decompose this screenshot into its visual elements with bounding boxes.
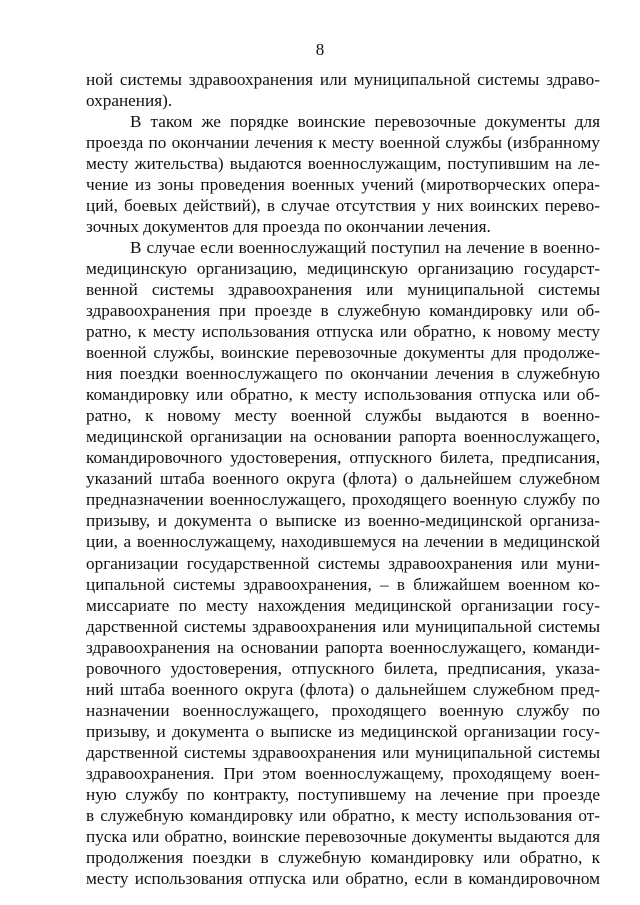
text-line: ций, боевых действий), в случае отсутствия у них воинских перево- [86, 196, 600, 216]
text-line: месту жительства) выдаются военнослужащим, поступившим на ле- [86, 154, 600, 174]
text-line: ратно, к новому месту военной службы выдаются в военно- [86, 406, 600, 426]
text-line: командировку или обратно, к месту использования отпуска или об- [86, 385, 600, 405]
text-line: ции, а военнослужащему, находившемуся на лечении в медицинской [86, 532, 600, 552]
text-line: здравоохранения. При этом военнослужащему, проходящему воен- [86, 763, 600, 783]
text-line: ной системы здравоохранения или муниципальной системы здраво- [86, 70, 600, 89]
text-line: ципальной системы здравоохранения, – в ближайшем военном ко- [86, 574, 600, 594]
text-line: зочных документов для проезда по окончании лечения. [86, 217, 491, 237]
text-line: медицинской организации на основании рапорта военнослужащего, [86, 427, 600, 447]
text-line: продолжения поездки в служебную командировку или обратно, к [86, 847, 600, 867]
text-line: здравоохранения при проезде в служебную командировку или об- [86, 301, 600, 321]
text-line: дарственной системы здравоохранения или муниципальной системы [86, 616, 600, 636]
text-line: призыву, и документа о выписке из медицинской организации госу- [86, 721, 600, 741]
page-number: 8 [315, 40, 325, 59]
text-line: ния поездки военнослужащего по окончании лечения в служебную [86, 364, 600, 384]
text-line: пуска или обратно, воинские перевозочные документы выдаются для [86, 826, 600, 846]
text-line: предназначении военнослужащего, проходящего военную службу по [86, 490, 600, 510]
text-line: миссариате по месту нахождения медицинской организации госу- [86, 595, 600, 615]
text-line: дарственной системы здравоохранения или муниципальной системы [86, 742, 600, 762]
text-line: призыву, и документа о выписке из военно-медицинской организа- [86, 511, 600, 531]
text-line: ную службу по контракту, поступившему на лечение при проезде [86, 784, 600, 804]
text-line: ний штаба военного округа (флота) о дальнейшем служебном пред- [86, 679, 600, 699]
text-line: венной системы здравоохранения или муниципальной системы [86, 280, 600, 300]
text-line: в служебную командировку или обратно, к месту использования от- [86, 805, 600, 825]
text-line: медицинскую организацию, медицинскую организацию государст- [86, 259, 600, 279]
text-line: военной службы, воинские перевозочные документы для продолже- [86, 343, 600, 363]
text-line: проезда по окончании лечения к месту военной службы (избранному [86, 133, 600, 153]
text-line: ратно, к месту использования отпуска или обратно, к новому месту [86, 322, 600, 342]
text-line: чение из зоны проведения военных учений (миротворческих опера- [86, 175, 600, 195]
text-line: здравоохранения на основании рапорта военнослужащего, команди- [86, 637, 600, 657]
text-line: В таком же порядке воинские перевозочные документы для [130, 112, 600, 131]
text-line: назначении военнослужащего, проходящего военную службу по [86, 700, 600, 720]
text-line: командировочного удостоверения, отпускного билета, предписания, [86, 448, 600, 468]
text-line: месту использования отпуска или обратно, если в командировочном [86, 868, 600, 888]
text-line: охранения). [86, 91, 173, 110]
text-line: указаний штаба военного округа (флота) о дальнейшем служебном [86, 469, 600, 489]
text-line: В случае если военнослужащий поступил на лечение в военно- [130, 238, 600, 258]
text-line: организации государственной системы здравоохранения или муни- [86, 553, 600, 573]
text-line: ровочного удостоверения, отпускного билета, предписания, указа- [86, 658, 600, 678]
